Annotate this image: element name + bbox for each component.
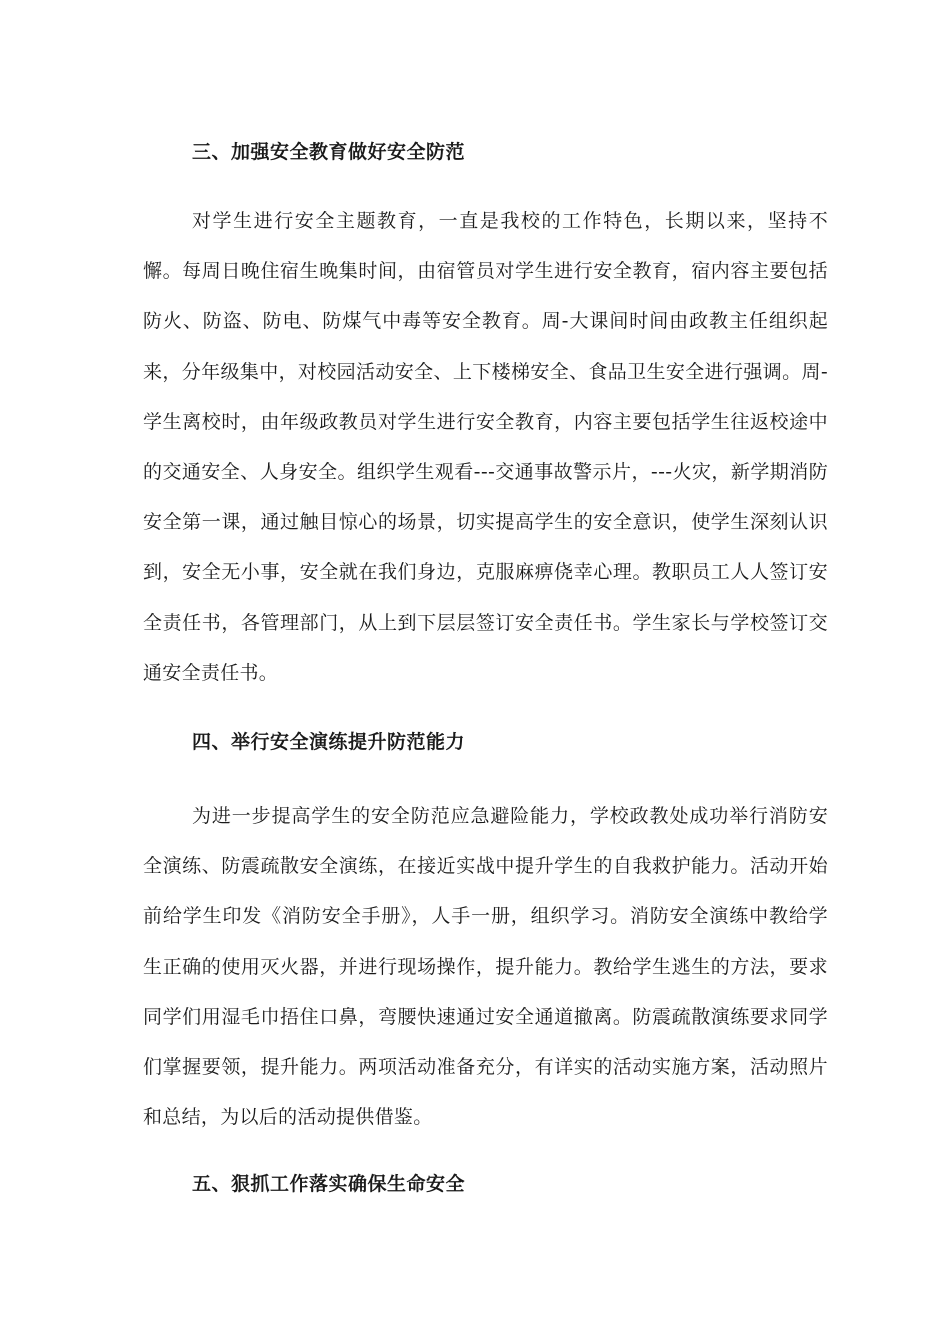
- section-paragraph: 为进一步提高学生的安全防范应急避险能力，学校政教处成功举行消防安全演练、防震疏散安全演练，在接近实战中提升学生的自我救护能力。活动开始前给学生印发《消防安全手册》，人手一册，组织学习。消防安全演练中教给学生正确的使用灭火器，并进行现场操作，提升能力。教给学生逃生的方法，要求同学们用湿毛巾捂住口鼻，弯腰快速通过安全通道撤离。防震疏散演练要求同学们掌握要领，提升能力。两项活动准备充分，有详实的活动实施方案，活动照片和总结，为以后的活动提供借鉴。: [143, 805, 828, 1129]
- section-safety-drills: [143, 728, 828, 1142]
- section-heading: 五、狠抓工作落实确保生命安全: [192, 1173, 466, 1195]
- section-paragraph: 对学生进行安全主题教育，一直是我校的工作特色，长期以来，坚持不懈。每周日晚住宿生晚集时间，由宿管员对学生进行安全教育，宿内容主要包括防火、防盗、防电、防煤气中毒等安全教育。周-大课间时间由政教主任组织起来，分年级集中，对校园活动安全、上下楼梯安全、食品卫生安全进行强调。周-学生离校时，由年级政教员对学生进行安全教育，内容主要包括学生往返校途中的交通安全、人身安全。组织学生观看---交通事故警示片，---火灾，新学期消防安全第一课，通过触目惊心的场景，切实提高学生的安全意识，使学生深刻认识到，安全无小事，安全就在我们身边，克服麻痹侥幸心理。教职员工人人签订安全责任书，各管理部门，从上到下层层签订安全责任书。学生家长与学校签订交通安全责任书。: [143, 210, 828, 684]
- section-safety-education: [143, 138, 828, 698]
- section-work-implementation: [143, 1170, 828, 1198]
- section-heading: 四、举行安全演练提升防范能力: [192, 731, 466, 753]
- section-heading: 三、加强安全教育做好安全防范: [192, 141, 466, 163]
